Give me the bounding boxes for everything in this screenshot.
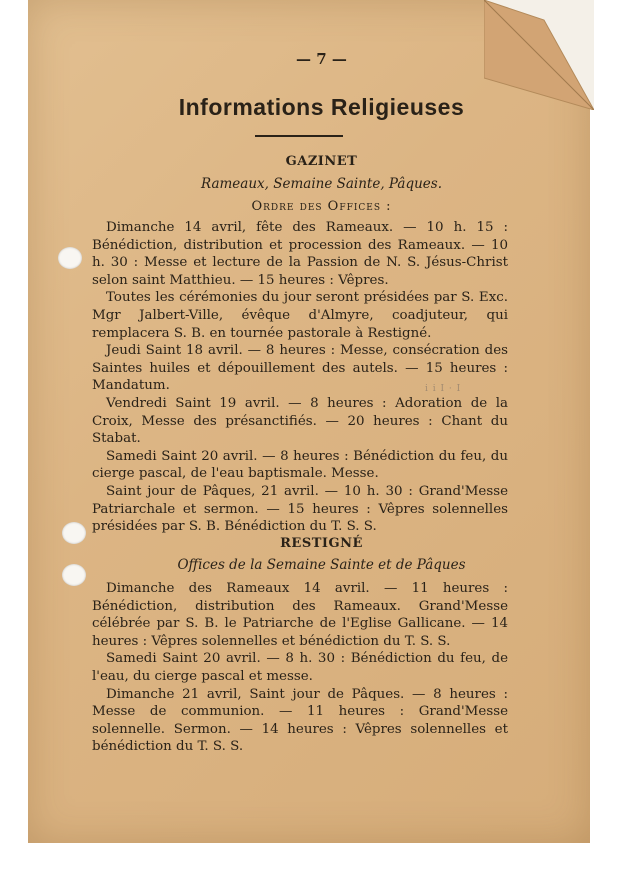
paragraph: Vendredi Saint 19 avril. — 8 heures : Adoration de la Croix, Messe des présanctifiés. — 20 heures : Chant du Stabat. — [92, 395, 508, 447]
punch-hole-top — [58, 247, 82, 269]
paragraph: Toutes les cérémonies du jour seront présidées par S. Exc. Mgr Jalbert-Ville, évêque d'Almyre, coadjuteur, qui remplacera S. B. en tournée pastorale à Restigné. — [92, 290, 508, 341]
section-body-gazinet — [92, 219, 508, 536]
section-subheading-gazinet: Rameaux, Semaine Sainte, Pâques. — [200, 176, 442, 192]
section-body-restigne — [92, 580, 508, 756]
page-number: — 7 — — [296, 50, 347, 68]
paragraph: Saint jour de Pâques, 21 avril. — 10 h. 30 : Grand'Messe Patriarchale et sermon. — 15 heures : Vêpres solennelles présidées par S. B. Bénédiction du T. S. S. — [92, 483, 508, 535]
page-title: Informations Religieuses — [178, 94, 465, 120]
paragraph: Dimanche 14 avril, fête des Rameaux. — 10 h. 15 : Bénédiction, distribution et procession des Rameaux. — 10 h. 30 : Messe et lecture de la Passion de N. S. Jésus-Christ selon saint Matthieu. — 15 heures : Vêpres. — [92, 220, 508, 288]
paragraph: Samedi Saint 20 avril. — 8 heures : Bénédiction du feu, du cierge pascal, de l'eau baptismale. Messe. — [92, 448, 508, 482]
section-heading-restigne: RESTIGNÉ — [280, 536, 363, 551]
section-subheading-restigne: Offices de la Semaine Sainte et de Pâques — [177, 557, 466, 573]
title-rule — [255, 135, 343, 137]
faded-stamp: i i I · I — [425, 384, 462, 394]
paragraph: Dimanche 21 avril, Saint jour de Pâques. — 8 heures : Messe de communion. — 11 heures : Grand'Messe solennelle. Sermon. — 14 heures : Vêpres solennelles et bénédiction du T. S. S. — [92, 686, 508, 755]
paragraph: Jeudi Saint 18 avril. — 8 heures : Messe, consécration des Saintes huiles et dépouillement des autels. — 15 heures : Mandatum. — [92, 343, 508, 394]
paragraph: Samedi Saint 20 avril. — 8 h. 30 : Bénédiction du feu, de l'eau, du cierge pascal et messe. — [92, 651, 508, 684]
paragraph: Dimanche des Rameaux 14 avril. — 11 heures : Bénédiction, distribution des Rameaux. Grand'Messe célébrée par S. B. le Patriarche de l'Eglise Gallicane. — 14 heures : Vêpres solennelles et bénédiction du T. S. S. — [92, 581, 508, 649]
order-label: Ordre des Offices : — [251, 199, 392, 214]
section-heading-gazinet: GAZINET — [285, 154, 358, 169]
